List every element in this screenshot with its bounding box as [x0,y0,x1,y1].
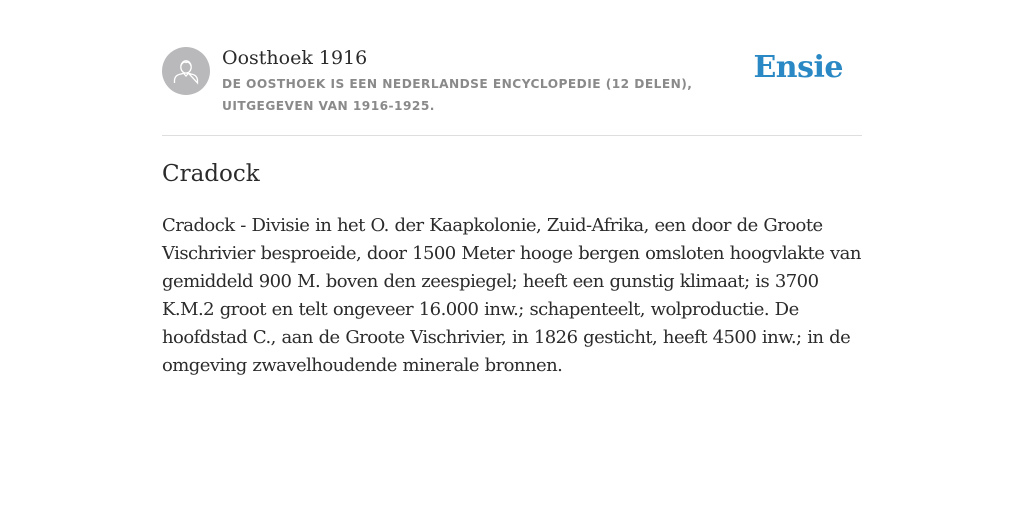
source-description: DE OOSTHOEK IS EEN NEDERLANDSE ENCYCLOPEDIE (12 DELEN), UITGEGEVEN VAN 1916-1925. [222,77,693,113]
ensie-logo[interactable]: Ensie [753,50,843,85]
article-title: Cradock [162,161,260,187]
source-header [162,0,862,136]
article-body: Cradock - Divisie in het O. der Kaapkolonie, Zuid-Afrika, een door de Groote Vischrivier besproeide, door 1500 Meter hooge bergen omsloten hoogvlakte van gemiddeld 900 M. boven den zeespiegel; heeft een gunstig klimaat; is 3700 K.M.2 groot en telt ongeveer 16.000 inw.; schapenteelt, wolproductie. De hoofdstad C., aan de Groote Vischrivier, in 1826 gesticht, heeft 4500 inw.; in de omgeving zwavelhoudende minerale bronnen. [162,215,861,376]
page [162,0,862,376]
user-avatar-icon[interactable] [162,47,210,95]
source-info [222,46,762,117]
source-title[interactable]: Oosthoek 1916 [222,47,368,69]
